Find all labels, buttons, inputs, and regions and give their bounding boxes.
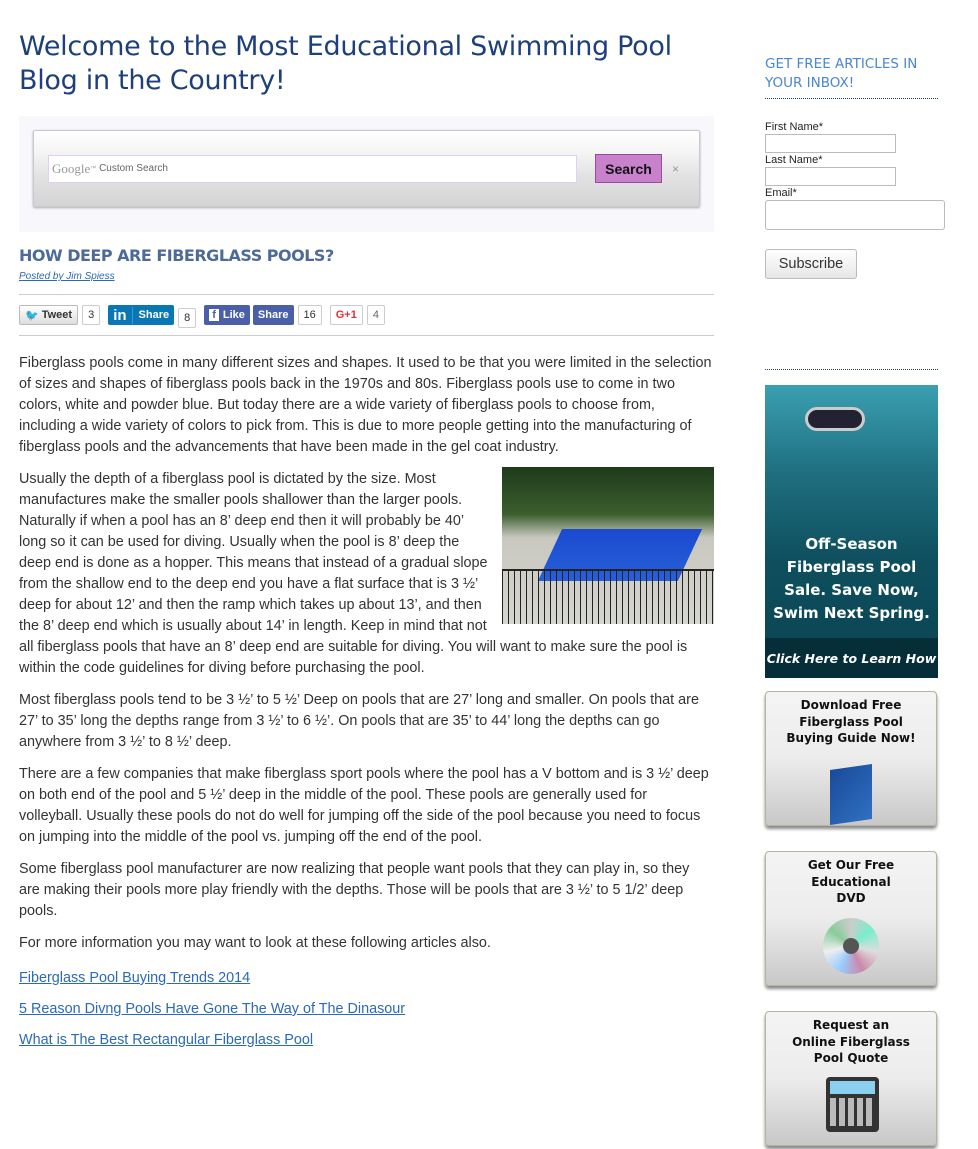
search-input[interactable]: Google ™ Custom Search: [48, 155, 577, 183]
first-name-label: First Name*: [765, 121, 824, 133]
quote-card[interactable]: Request an Online Fiberglass Pool Quote: [765, 1011, 937, 1146]
book-icon: [830, 764, 872, 825]
linkedin-count: 8: [178, 308, 196, 328]
last-name-label: Last Name*: [765, 154, 823, 166]
tweet-button[interactable]: 🐦 Tweet: [19, 305, 78, 325]
email-field[interactable]: [765, 200, 945, 230]
facebook-like-button[interactable]: f Like: [204, 305, 250, 325]
google-logo: Google: [52, 160, 91, 176]
related-link[interactable]: What is The Best Rectangular Fiberglass Pool: [19, 1032, 314, 1048]
related-link[interactable]: Fiberglass Pool Buying Trends 2014: [19, 970, 251, 986]
google-plus-button[interactable]: G+1: [330, 305, 363, 325]
sidebar: [765, 55, 945, 1146]
first-name-field[interactable]: [765, 134, 896, 153]
facebook-icon: f: [209, 309, 219, 321]
author-link[interactable]: Posted by Jim Spiess: [19, 271, 115, 282]
sale-ad-banner[interactable]: [765, 385, 938, 678]
linkedin-share-button[interactable]: in Share: [108, 305, 174, 325]
paragraph: There are a few companies that make fiberglass sport pools where the pool has a V bottom and is 3 ½’ deep on both end of the pool and 5 ½’ deep in the middle of the pool. These pools are generally used for volleyball. Usually these pools do not do well for jumping off the side of the pool because you need to focus on jumping into the middle of the pool vs. jumping off the end of the pool.: [19, 766, 709, 845]
paragraph: Most fiberglass pools tend to be 3 ½’ to 5 ½’ Deep on pools that are 27’ long and smaller. On pools that are 27’ to 35’ long the depths range from 3 ½’ to 6 ½’. On pools that are 35’ to 44’ long the depths can go anywhere from 3 ½’ to 8 ½’ deep.: [19, 692, 699, 750]
divider: [19, 335, 714, 336]
calculator-icon: [826, 1077, 879, 1132]
clear-search-icon[interactable]: ×: [672, 161, 680, 176]
pool-photo: [502, 467, 714, 624]
page-title: Welcome to the Most Educational Swimming Pool Blog in the Country!: [19, 31, 672, 96]
main-content: [19, 30, 714, 1063]
paragraph: Some fiberglass pool manufacturer are now realizing that people want pools that they can play in, so they are making their pools more play friendly with the depths. Those will be pools that are 3 ½’ to 5 1/2’ deep pools.: [19, 861, 690, 919]
search-placeholder: Custom Search: [99, 163, 168, 174]
ad-cta[interactable]: Click Here to Learn How: [765, 638, 938, 678]
ad-text: Off-Season Fiberglass Pool Sale. Save Now, Swim Next Spring.: [773, 535, 930, 622]
swimmer-image: [805, 407, 865, 431]
search-button[interactable]: Search: [595, 154, 662, 183]
paragraph: Fiberglass pools come in many different sizes and shapes. It used to be that you were limited in the selection of sizes and shapes of fiberglass pools back in the 1970s and 80s. Fiberglass pools use to come in two colors, white and powder blue. But today there are a wide variety of fiberglass pools to choose from, including a wide variety of colors to pick from. This is due to more people getting into the manufacturing of fiberglass pools and the advancements that have been made in the gel coat industry.: [19, 355, 712, 455]
share-bar: [19, 295, 714, 335]
search-box: [33, 130, 700, 207]
dvd-card[interactable]: Get Our Free Educational DVD: [765, 851, 937, 986]
dvd-icon: [823, 918, 879, 974]
facebook-count: 16: [298, 305, 322, 325]
related-link[interactable]: 5 Reason Divng Pools Have Gone The Way of The Dinasour: [19, 1001, 406, 1017]
divider: [765, 369, 938, 370]
facebook-share-button[interactable]: Share: [253, 305, 294, 325]
google-plus-count: 4: [367, 305, 385, 325]
related-links: [19, 970, 714, 1048]
paragraph: Usually the depth of a fiberglass pool is dictated by the size. Most manufactures make the smaller pools shallower than the larger pools. Naturally if when a pool has an 8’ deep end then it will probably be 40’ long so it can be used for diving. Usually when the pool is 8’ deep the deep end is done as a hopper. This means that instead of a gradual slope from the shallow end to the deep end you have a flat surface that is 3 ½’ deep for about 12’ and then the ramp which takes up about 13’, and then the 8’ deep end which is usually about 14’ in length. Keep in mind that not all fiberglass pools that have an 8’ deep end are suitable for diving. You will want to make sure the pool is within the code guidelines for diving before purchasing the pool.: [19, 471, 688, 676]
subscribe-button[interactable]: Subscribe: [765, 249, 857, 279]
search-section: [19, 116, 714, 232]
email-label: Email*: [765, 187, 797, 199]
paragraph: For more information you may want to look at these following articles also.: [19, 935, 491, 951]
buying-guide-card[interactable]: Download Free Fiberglass Pool Buying Guide Now!: [765, 691, 937, 826]
twitter-bird-icon: 🐦: [25, 309, 39, 322]
signup-title: GET FREE ARTICLES IN YOUR INBOX!: [765, 55, 938, 99]
linkedin-icon: in: [113, 307, 132, 324]
post-title: HOW DEEP ARE FIBERGLASS POOLS?: [19, 246, 334, 265]
last-name-field[interactable]: [765, 167, 896, 186]
tweet-count: 3: [82, 305, 100, 325]
